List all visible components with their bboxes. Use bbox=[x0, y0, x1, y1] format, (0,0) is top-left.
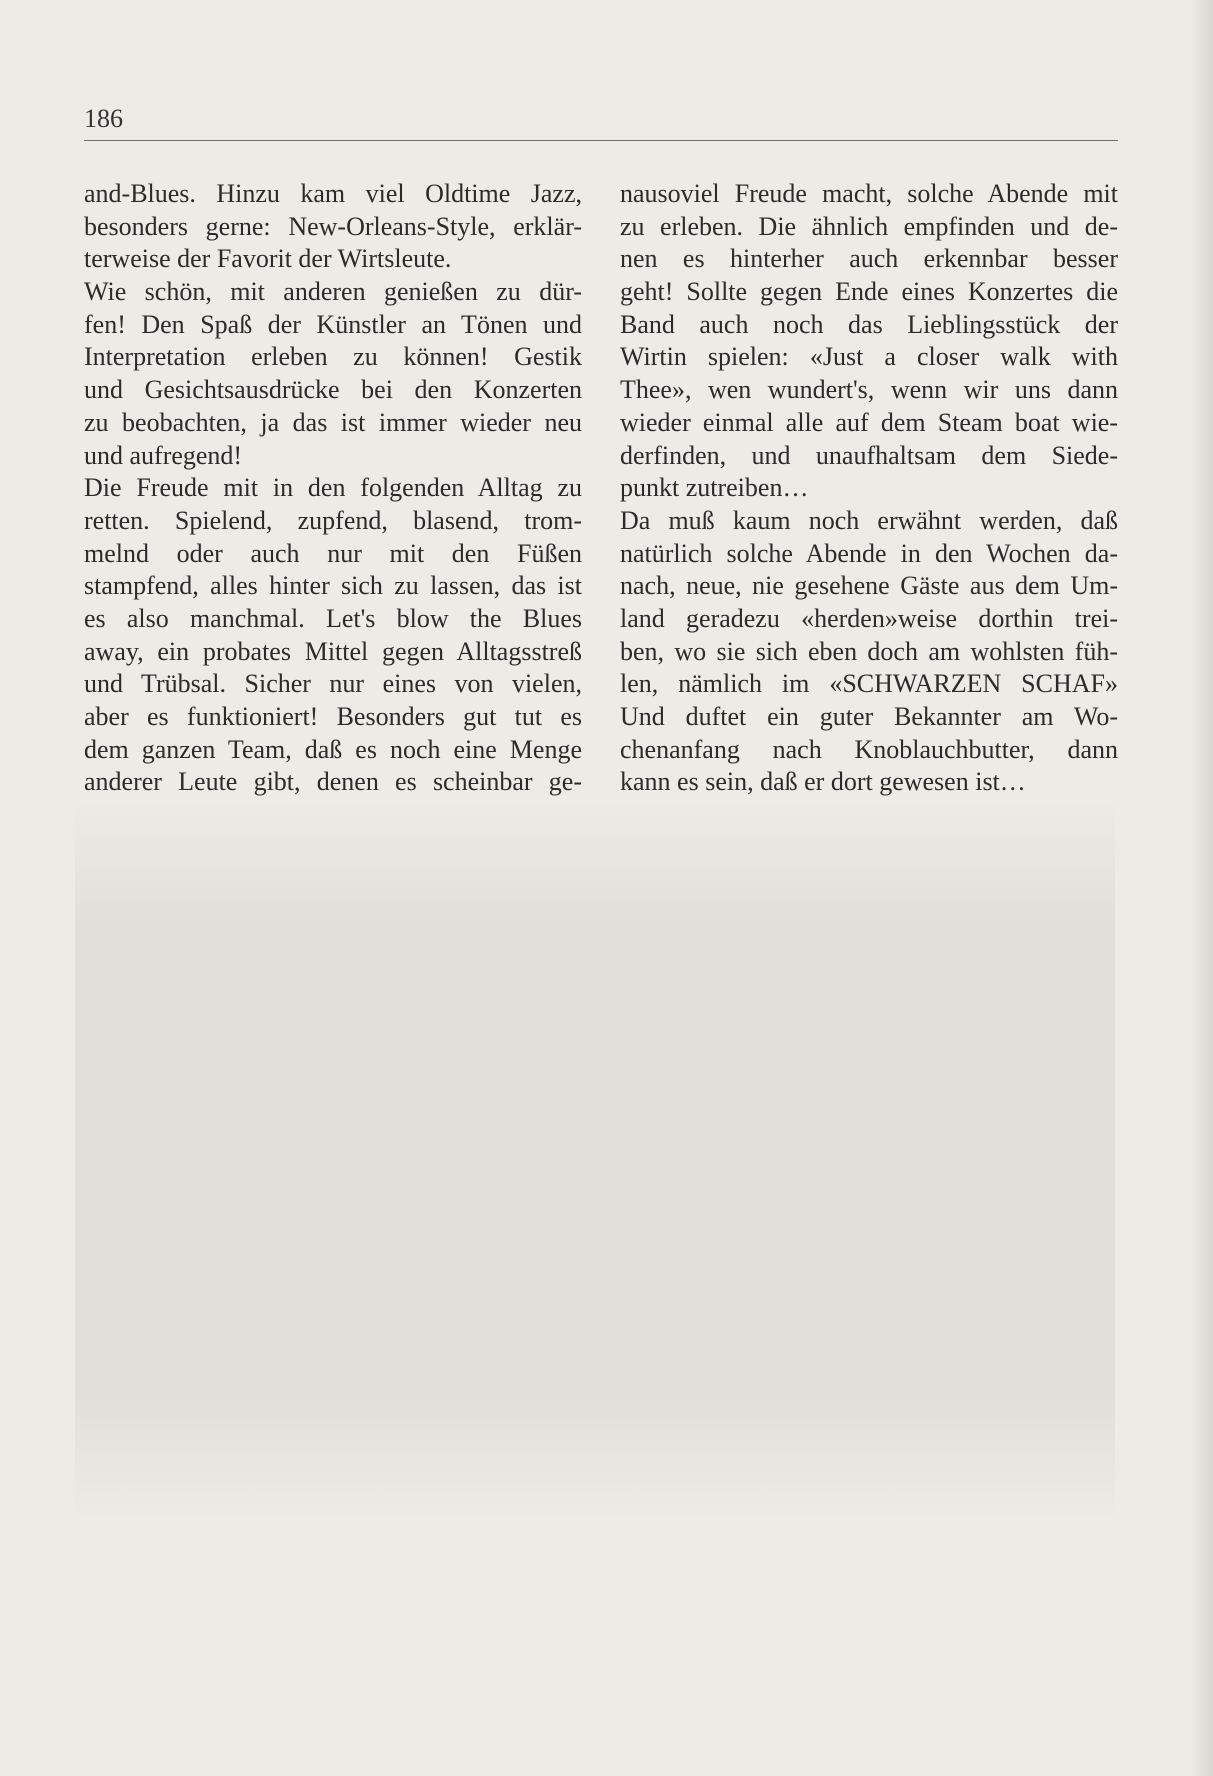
text-line: len, nämlich im «SCHWARZEN SCHAF» bbox=[620, 669, 1118, 699]
text-line: Interpretation erleben zu können! Gestik bbox=[84, 342, 582, 372]
text-line: melnd oder auch nur mit den Füßen bbox=[84, 538, 582, 568]
page-number: 186 bbox=[84, 104, 123, 133]
page-edge-shadow bbox=[1191, 0, 1213, 1776]
text-line: und Trübsal. Sicher nur eines von vielen, bbox=[84, 669, 582, 699]
reverse-side-show-through bbox=[75, 800, 1115, 1520]
text-line: und aufregend! bbox=[84, 440, 243, 470]
text-line: nach, neue, nie gesehene Gäste aus dem Um- bbox=[620, 571, 1118, 601]
text-line: zu beobachten, ja das ist immer wieder neu bbox=[84, 407, 582, 437]
text-line: dem ganzen Team, daß es noch eine Menge bbox=[84, 734, 582, 764]
text-line: Band auch noch das Lieblingsstück der bbox=[620, 309, 1118, 339]
text-line: kann es sein, daß er dort gewesen ist… bbox=[620, 767, 1026, 797]
text-line: away, ein probates Mittel gegen Alltagsstreß bbox=[84, 636, 582, 666]
text-column-left bbox=[84, 178, 582, 799]
text-line: nen es hinterher auch erkennbar besser bbox=[620, 244, 1118, 274]
text-line: Wie schön, mit anderen genießen zu dür- bbox=[84, 277, 582, 307]
text-line: retten. Spielend, zupfend, blasend, trom- bbox=[84, 505, 582, 535]
text-line: geht! Sollte gegen Ende eines Konzertes die bbox=[620, 277, 1118, 307]
text-line: anderer Leute gibt, denen es scheinbar ge- bbox=[84, 767, 582, 797]
text-line: natürlich solche Abende in den Wochen da- bbox=[620, 538, 1118, 568]
text-line: land geradezu «herden»weise dorthin trei- bbox=[620, 603, 1118, 633]
text-line: derfinden, und unaufhaltsam dem Siede- bbox=[620, 440, 1118, 470]
text-line: Da muß kaum noch erwähnt werden, daß bbox=[620, 505, 1118, 535]
text-line: Und duftet ein guter Bekannter am Wo- bbox=[620, 702, 1118, 731]
text-line: und Gesichtsausdrücke bei den Konzerten bbox=[84, 375, 582, 405]
text-line: fen! Den Spaß der Künstler an Tönen und bbox=[84, 309, 582, 339]
text-line: chenanfang nach Knoblauchbutter, dann bbox=[620, 734, 1118, 764]
text-line: terweise der Favorit der Wirtsleute. bbox=[84, 244, 452, 274]
text-line: punkt zutreiben… bbox=[620, 473, 809, 503]
text-line: aber es funktioniert! Besonders gut tut es bbox=[84, 702, 582, 731]
text-line: Thee», wen wundert's, wenn wir uns dann bbox=[620, 375, 1118, 405]
text-line: nausoviel Freude macht, solche Abende mit bbox=[620, 179, 1118, 208]
text-line: stampfend, alles hinter sich zu lassen, das ist bbox=[84, 571, 582, 601]
text-line: es also manchmal. Let's blow the Blues bbox=[84, 603, 582, 633]
text-line: wieder einmal alle auf dem Steam boat wie- bbox=[620, 407, 1118, 437]
text-line: Wirtin spielen: «Just a closer walk with bbox=[620, 342, 1118, 372]
text-line: and-Blues. Hinzu kam viel Oldtime Jazz, bbox=[84, 179, 582, 208]
text-line: Die Freude mit in den folgenden Alltag zu bbox=[84, 473, 582, 503]
text-line: besonders gerne: New-Orleans-Style, erklär- bbox=[84, 211, 582, 241]
text-line: ben, wo sie sich eben doch am wohlsten füh- bbox=[620, 636, 1118, 666]
text-line: zu erleben. Die ähnlich empfinden und de- bbox=[620, 211, 1118, 241]
text-column-right bbox=[620, 178, 1118, 799]
header-rule bbox=[84, 140, 1118, 141]
